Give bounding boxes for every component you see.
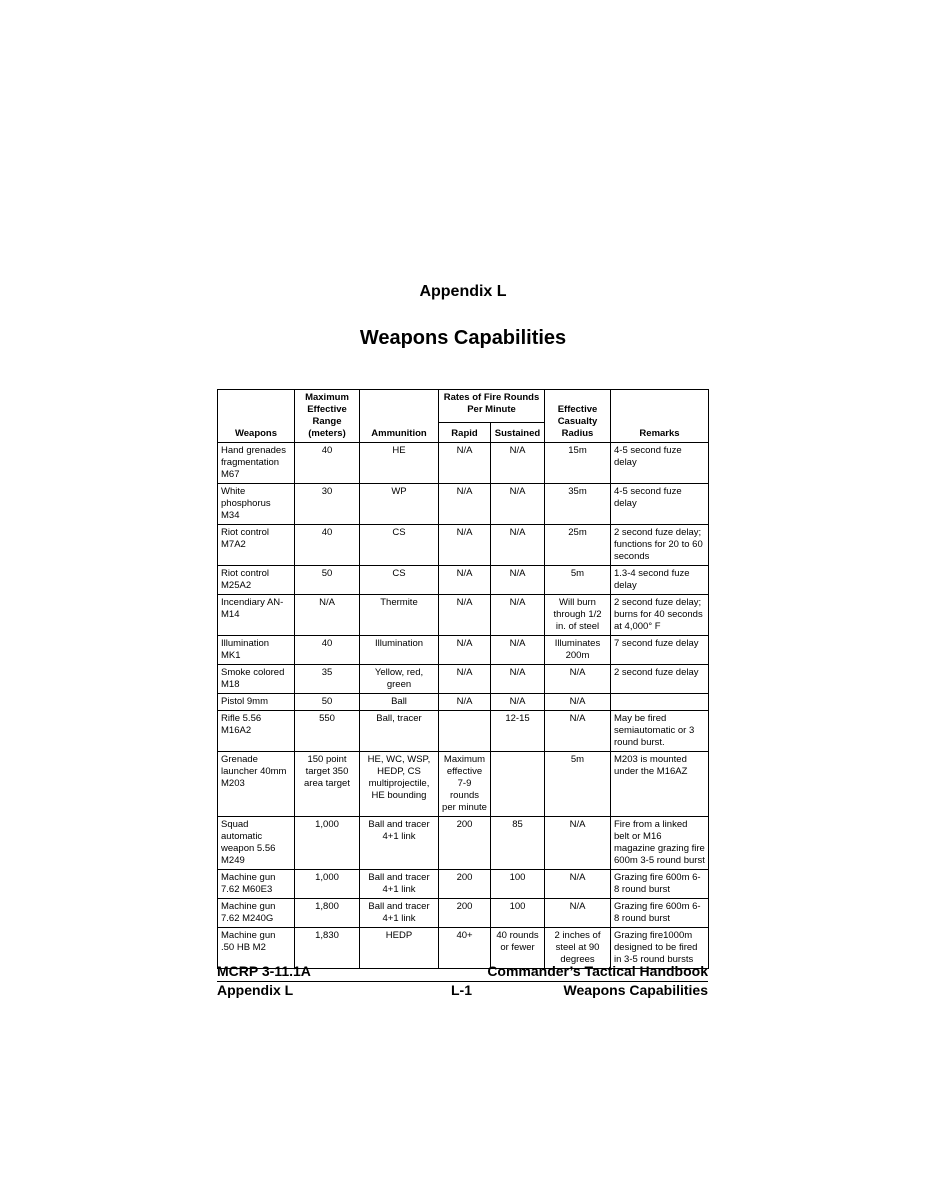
cell-ammunition: WP [360, 484, 439, 525]
cell-range: 1,000 [295, 870, 360, 899]
footer-top [217, 963, 708, 982]
cell-remarks: 4-5 second fuze delay [611, 484, 709, 525]
cell-weapon: Smoke colored M18 [218, 665, 295, 694]
cell-sustained: N/A [491, 484, 545, 525]
cell-casualty-radius: N/A [545, 711, 611, 752]
cell-sustained: 100 [491, 899, 545, 928]
cell-casualty-radius: Illuminates 200m [545, 636, 611, 665]
cell-sustained: 12-15 [491, 711, 545, 752]
cell-weapon: Rifle 5.56 M16A2 [218, 711, 295, 752]
cell-weapon: Hand grenades fragmentation M67 [218, 443, 295, 484]
cell-weapon: Machine gun 7.62 M60E3 [218, 870, 295, 899]
footer-chapter: Weapons Capabilities [563, 982, 708, 998]
footer-book: Commander’s Tactical Handbook [487, 963, 708, 979]
cell-weapon: Incendiary AN-M14 [218, 595, 295, 636]
cell-sustained: N/A [491, 694, 545, 711]
header-casualty: Effective Casualty Radius [545, 390, 611, 443]
cell-ammunition: Ball and tracer 4+1 link [360, 817, 439, 870]
cell-rapid: 200 [439, 817, 491, 870]
cell-weapon: White phosphorus M34 [218, 484, 295, 525]
cell-ammunition: CS [360, 566, 439, 595]
cell-rapid: N/A [439, 595, 491, 636]
cell-rapid: N/A [439, 694, 491, 711]
cell-range: 40 [295, 636, 360, 665]
cell-sustained: N/A [491, 665, 545, 694]
cell-rapid: N/A [439, 636, 491, 665]
cell-casualty-radius: 35m [545, 484, 611, 525]
cell-range: 50 [295, 694, 360, 711]
cell-ammunition: HEDP [360, 928, 439, 969]
cell-rapid: N/A [439, 566, 491, 595]
cell-remarks: M203 is mounted under the M16AZ [611, 752, 709, 817]
cell-range: 40 [295, 525, 360, 566]
table-row [218, 870, 709, 899]
cell-ammunition: Ball, tracer [360, 711, 439, 752]
header-ammunition: Ammunition [360, 390, 439, 443]
cell-remarks: 4-5 second fuze delay [611, 443, 709, 484]
cell-remarks: Fire from a linked belt or M16 magazine grazing fire 600m 3-5 round burst [611, 817, 709, 870]
cell-rapid: N/A [439, 443, 491, 484]
weapons-table [217, 389, 709, 969]
cell-sustained [491, 752, 545, 817]
table-row [218, 484, 709, 525]
cell-casualty-radius: Will burn through 1/2 in. of steel [545, 595, 611, 636]
cell-ammunition: Ball [360, 694, 439, 711]
appendix-label: Appendix L [419, 283, 507, 300]
cell-rapid: N/A [439, 484, 491, 525]
cell-sustained: N/A [491, 595, 545, 636]
cell-sustained: N/A [491, 443, 545, 484]
header-weapons: Weapons [218, 390, 295, 443]
cell-casualty-radius: N/A [545, 694, 611, 711]
header-range: Maximum Effective Range (meters) [295, 390, 360, 443]
cell-casualty-radius: 15m [545, 443, 611, 484]
cell-casualty-radius: N/A [545, 899, 611, 928]
table-header-row [218, 390, 709, 423]
cell-casualty-radius: N/A [545, 870, 611, 899]
cell-ammunition: HE [360, 443, 439, 484]
cell-range: 1,000 [295, 817, 360, 870]
cell-weapon: Pistol 9mm [218, 694, 295, 711]
page-title: Weapons Capabilities [359, 327, 567, 349]
cell-rapid: Maximum effective 7-9 rounds per minute [439, 752, 491, 817]
cell-ammunition: Yellow, red, green [360, 665, 439, 694]
cell-weapon: Illumination MK1 [218, 636, 295, 665]
header-rapid: Rapid [439, 423, 491, 443]
cell-weapon: Riot control M7A2 [218, 525, 295, 566]
cell-weapon: Machine gun .50 HB M2 [218, 928, 295, 969]
cell-ammunition: HE, WC, WSP, HEDP, CS multiprojectile, HE bounding [360, 752, 439, 817]
cell-remarks: Grazing fire 600m 6-8 round burst [611, 899, 709, 928]
cell-rapid: 40+ [439, 928, 491, 969]
cell-casualty-radius: N/A [545, 817, 611, 870]
cell-range: 1,800 [295, 899, 360, 928]
table-row [218, 665, 709, 694]
cell-casualty-radius: 25m [545, 525, 611, 566]
cell-sustained: N/A [491, 525, 545, 566]
table-body [218, 443, 709, 969]
cell-sustained: N/A [491, 566, 545, 595]
cell-rapid [439, 711, 491, 752]
table-row [218, 694, 709, 711]
cell-remarks: 7 second fuze delay [611, 636, 709, 665]
cell-casualty-radius: N/A [545, 665, 611, 694]
table-row [218, 566, 709, 595]
cell-sustained: 100 [491, 870, 545, 899]
cell-ammunition: Thermite [360, 595, 439, 636]
cell-range: 35 [295, 665, 360, 694]
cell-ammunition: Ball and tracer 4+1 link [360, 870, 439, 899]
cell-weapon: Riot control M25A2 [218, 566, 295, 595]
cell-range: 30 [295, 484, 360, 525]
cell-remarks: Grazing fire 600m 6-8 round burst [611, 870, 709, 899]
cell-remarks: 2 second fuze delay [611, 665, 709, 694]
cell-rapid: N/A [439, 525, 491, 566]
cell-range: 40 [295, 443, 360, 484]
cell-range: 50 [295, 566, 360, 595]
footer-page: L-1 [451, 982, 472, 998]
table-row [218, 525, 709, 566]
cell-range: N/A [295, 595, 360, 636]
cell-sustained: 40 rounds or fewer [491, 928, 545, 969]
cell-weapon: Squad automatic weapon 5.56 M249 [218, 817, 295, 870]
cell-casualty-radius: 2 inches of steel at 90 degrees [545, 928, 611, 969]
table-row [218, 899, 709, 928]
header-sustained: Sustained [491, 423, 545, 443]
table-row [218, 817, 709, 870]
table-row [218, 752, 709, 817]
cell-ammunition: Ball and tracer 4+1 link [360, 899, 439, 928]
cell-ammunition: CS [360, 525, 439, 566]
cell-rapid: N/A [439, 665, 491, 694]
cell-remarks: 2 second fuze delay; functions for 20 to 60 seconds [611, 525, 709, 566]
cell-weapon: Machine gun 7.62 M240G [218, 899, 295, 928]
cell-remarks: May be fired semiautomatic or 3 round burst. [611, 711, 709, 752]
cell-rapid: 200 [439, 899, 491, 928]
cell-weapon: Grenade launcher 40mm M203 [218, 752, 295, 817]
footer-publication: MCRP 3-11.1A [217, 963, 311, 979]
cell-rapid: 200 [439, 870, 491, 899]
cell-remarks [611, 694, 709, 711]
cell-ammunition: Illumination [360, 636, 439, 665]
header-rates: Rates of Fire Rounds Per Minute [439, 390, 545, 423]
cell-remarks: 1.3-4 second fuze delay [611, 566, 709, 595]
footer-section: Appendix L [217, 982, 294, 998]
table-row [218, 595, 709, 636]
cell-casualty-radius: 5m [545, 752, 611, 817]
table-row [218, 636, 709, 665]
cell-sustained: 85 [491, 817, 545, 870]
cell-range: 1,830 [295, 928, 360, 969]
table-row [218, 443, 709, 484]
cell-range: 150 point target 350 area target [295, 752, 360, 817]
cell-remarks: 2 second fuze delay; burns for 40 seconds at 4,000° F [611, 595, 709, 636]
cell-casualty-radius: 5m [545, 566, 611, 595]
table-row [218, 711, 709, 752]
cell-sustained: N/A [491, 636, 545, 665]
header-remarks: Remarks [611, 390, 709, 443]
cell-range: 550 [295, 711, 360, 752]
cell-remarks: Grazing fire1000m designed to be fired in 3-5 round bursts [611, 928, 709, 969]
